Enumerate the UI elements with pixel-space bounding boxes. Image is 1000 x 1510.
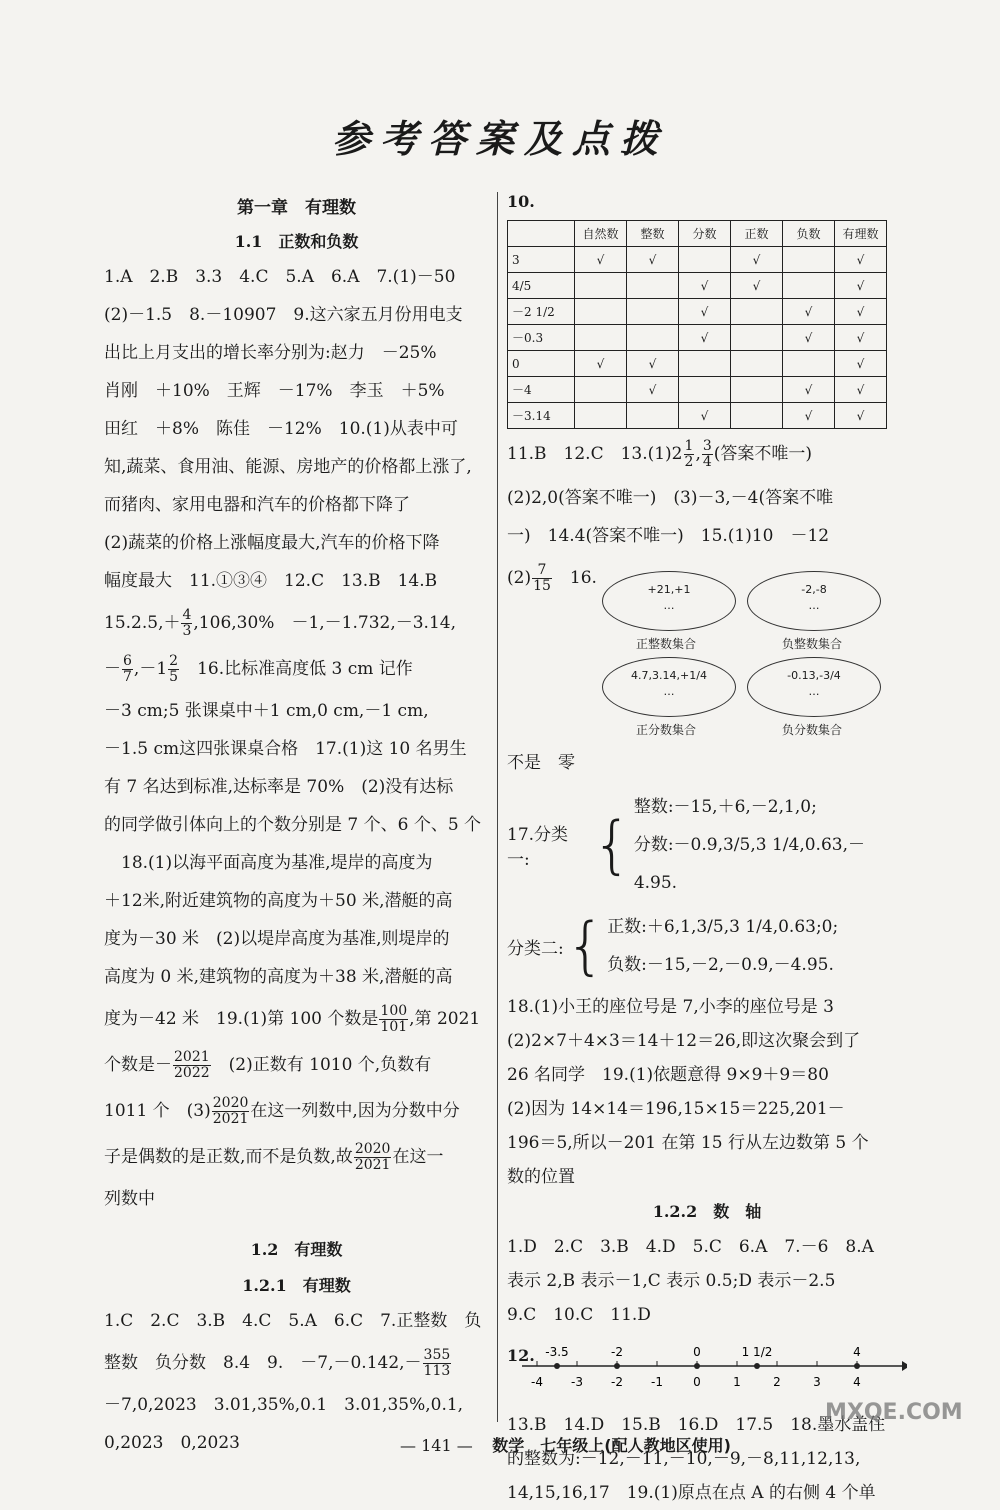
answer-line: 度为－30 米 (2)以堤岸高度为基准,则堤岸的 [104, 929, 450, 949]
table-cell [575, 377, 627, 403]
fraction [354, 1142, 392, 1173]
denominator: 2021 [354, 1157, 391, 1173]
table-cell [679, 247, 731, 273]
answer-line: 表示 2,B 表示－1,C 表示 0.5;D 表示－2.5 [507, 1271, 836, 1291]
fraction [532, 563, 552, 594]
table-cell [783, 351, 835, 377]
table-cell [575, 299, 627, 325]
answer-text: 11.B 12.C 13.(1)2 [507, 444, 683, 464]
numerator: 2020 [354, 1141, 391, 1157]
classification-line: 整数:－15,＋6,－2,1,0; [633, 797, 817, 817]
answer-line: ＋12米,附近建筑物的高度为＋50 米,潜艇的高 [104, 891, 453, 911]
answer-line: (2)2,0(答案不唯一) (3)－3,－4(答案不唯 [507, 488, 834, 508]
page-title: 参考答案及点拨 [331, 116, 668, 161]
answer-line: 196＝5,所以－201 在第 15 行从左边数第 5 个 [507, 1133, 869, 1153]
table-cell [627, 403, 679, 429]
negative-integer-set [747, 571, 881, 631]
table-cell [627, 325, 679, 351]
denominator: 7 [123, 669, 132, 685]
table-cell [575, 403, 627, 429]
table-cell: √ [835, 247, 887, 273]
point-label: -2 [611, 1345, 623, 1359]
table-cell [783, 273, 835, 299]
answer-line: 18.(1)小王的座位号是 7,小李的座位号是 3 [507, 997, 834, 1017]
row-label: 4/5 [508, 273, 575, 299]
right-column [507, 190, 907, 1510]
numerator: 2021 [174, 1049, 210, 1065]
set-label: 正整数集合 [636, 637, 697, 651]
answer-line: 1.C 2.C 3.B 4.C 5.A 6.C 7.正整数 负 [104, 1311, 482, 1331]
answer-text: ,－1 [133, 659, 168, 679]
table-row [508, 247, 887, 273]
table-cell: √ [783, 403, 835, 429]
table-cell: √ [679, 325, 731, 351]
answer-line [104, 1340, 489, 1386]
table-cell: √ [731, 273, 783, 299]
brace-icon: { [565, 909, 606, 982]
section-heading: 1.2 有理数 [250, 1240, 343, 1259]
answer-line: 18.(1)以海平面高度为基准,堤岸的高度为 [104, 853, 433, 873]
answer-line: 13.B 14.D 15.B 16.D 17.5 18.墨水盖住 [507, 1415, 886, 1435]
answer-text: 在这一列数中,因为分数中分 [250, 1101, 460, 1121]
answer-line [507, 429, 907, 479]
positive-fraction-set [602, 657, 736, 717]
row-label: －3.14 [508, 403, 575, 429]
denominator: 5 [169, 669, 179, 685]
row-label: －0.3 [508, 325, 575, 351]
tick-label: 4 [853, 1375, 861, 1389]
answer-line [104, 1134, 489, 1180]
denominator: 3 [182, 623, 192, 639]
answer-text: (2) [507, 568, 532, 588]
row-label: －4 [508, 377, 575, 403]
point-label: -3.5 [545, 1345, 569, 1359]
number-point [854, 1363, 860, 1369]
denominator: 2021 [212, 1111, 249, 1127]
numerator: 4 [182, 607, 192, 623]
section-heading: 1.1 正数和负数 [234, 232, 359, 251]
set-members: +21,+1 [647, 583, 691, 596]
set-diagram [602, 571, 907, 736]
answer-line: 的整数为:－12,－11,－10,－9,－8,11,12,13, [507, 1449, 861, 1469]
table-header-cell: 分数 [679, 221, 731, 247]
brace-icon: { [592, 808, 632, 881]
answer-text: 16.比标准高度低 3 cm 记作 [180, 659, 413, 679]
classification-lines [607, 908, 838, 984]
table-cell [627, 273, 679, 299]
answer-line [104, 1088, 489, 1134]
table-cell: √ [679, 403, 731, 429]
table-cell [731, 351, 783, 377]
fraction [702, 439, 713, 470]
row-label: 0 [508, 351, 575, 377]
classification-one [507, 788, 907, 902]
tick-label: 1 [733, 1375, 741, 1389]
classification-two [507, 908, 907, 984]
footer-subject: 数学 七年级上(配人教地区使用) [492, 1436, 731, 1455]
answer-line: (2)2×7＋4×3＝14＋12＝26,即这次聚会到了 [507, 1031, 861, 1051]
answer-line: 14,15,16,17 19.(1)原点在点 A 的右侧 4 个单 [507, 1483, 876, 1503]
table-cell: √ [575, 247, 627, 273]
table-cell [731, 377, 783, 403]
table-cell: √ [835, 403, 887, 429]
answer-line: 0,2023 0,2023 [104, 1433, 240, 1453]
row-label: 3 [508, 247, 575, 273]
denominator: 2 [684, 454, 694, 470]
answer-line: 1.A 2.B 3.3 4.C 5.A 6.A 7.(1)－50 [104, 267, 456, 287]
point-label: 1 1/2 [741, 1345, 773, 1359]
table-cell: √ [835, 325, 887, 351]
denominator: 15 [533, 578, 551, 594]
answer-text: 度为－42 米 19.(1)第 100 个数是 [104, 1009, 379, 1029]
answer-line: 一) 14.4(答案不唯一) 15.(1)10 －12 [507, 526, 830, 546]
fraction [181, 608, 192, 639]
number-point [694, 1363, 700, 1369]
tick-label: 2 [773, 1375, 781, 1389]
classification-line: 负数:－15,－2,－0.9,－4.95. [607, 955, 834, 975]
answer-line [104, 600, 489, 646]
table-cell: √ [679, 299, 731, 325]
answer-text: , [695, 444, 701, 464]
denominator: 4 [702, 454, 712, 470]
question-number: 12. [507, 1346, 535, 1365]
answer-line: 列数中 [104, 1189, 155, 1209]
number-point [614, 1363, 620, 1369]
numerator: 100 [380, 1003, 408, 1019]
table-row [508, 325, 887, 351]
fraction [122, 654, 133, 685]
answer-line: 而猪肉、家用电器和汽车的价格都下降了 [104, 495, 410, 515]
table-header-cell: 整数 [627, 221, 679, 247]
answer-line: 田红 ＋8% 陈佳 －12% 10.(1)从表中可 [104, 419, 458, 439]
answer-line: 幅度最大 11.①③④ 12.C 13.B 14.B [104, 571, 438, 591]
watermark-logo: MXQE.COM [825, 1400, 963, 1425]
set-label: 正分数集合 [636, 723, 697, 737]
answer-text: 子是偶数的是正数,而不是负数,故 [104, 1147, 353, 1167]
table-cell: √ [783, 299, 835, 325]
numerator: 355 [423, 1347, 451, 1363]
table-cell [575, 273, 627, 299]
answer-line: 有 7 名达到标准,达标率是 70% (2)没有达标 [104, 777, 454, 797]
answer-line: －7,0,2023 3.01,35%,0.1 3.01,35%,0.1, [104, 1395, 464, 1415]
numerator: 6 [123, 653, 132, 669]
table-header-cell: 负数 [783, 221, 835, 247]
table-cell: √ [575, 351, 627, 377]
table-cell: √ [835, 299, 887, 325]
page-number: — 141 — [400, 1436, 473, 1455]
table-cell [679, 351, 731, 377]
answer-text: ,106,30% －1,－1.732,－3.14, [193, 613, 456, 633]
number-point [554, 1363, 560, 1369]
answer-text: (答案不唯一) [713, 444, 813, 464]
fraction [379, 1004, 408, 1035]
table-cell: √ [783, 325, 835, 351]
numerator: 1 [684, 438, 694, 454]
answer-line: 知,蔬菜、食用油、能源、房地产的价格都上涨了, [104, 457, 472, 477]
fraction [684, 439, 695, 470]
tick-label: 0 [693, 1375, 701, 1389]
point-label: 0 [693, 1345, 701, 1359]
classification-table [507, 220, 887, 429]
table-cell [679, 377, 731, 403]
set-members: -2,-8 [801, 583, 827, 596]
answer-line: －3 cm;5 张课桌中＋1 cm,0 cm,－1 cm, [104, 701, 429, 721]
table-cell [627, 299, 679, 325]
denominator: 113 [423, 1363, 451, 1379]
table-row [508, 403, 887, 429]
tick-label: 3 [813, 1375, 821, 1389]
fraction [423, 1348, 452, 1379]
table-cell: √ [679, 273, 731, 299]
answer-line [104, 996, 489, 1042]
positive-integer-set [602, 571, 736, 631]
table-cell [783, 247, 835, 273]
answer-line [104, 1042, 489, 1088]
denominator: 2022 [174, 1065, 210, 1081]
tick-label: -2 [611, 1375, 623, 1389]
set-members: -0.13,-3/4 [787, 669, 841, 682]
table-header-cell: 有理数 [835, 221, 887, 247]
set-members: 4.7,3.14,+1/4 [631, 669, 707, 682]
answer-text: － [104, 659, 121, 679]
table-cell: √ [783, 377, 835, 403]
set-label: 负分数集合 [782, 723, 843, 737]
answer-line: 数的位置 [507, 1167, 575, 1187]
fraction [173, 1050, 211, 1081]
classification-line: 正数:＋6,1,3/5,3 1/4,0.63;0; [607, 917, 839, 937]
answer-line: 高度为 0 米,建筑物的高度为＋38 米,潜艇的高 [104, 967, 453, 987]
answer-line: －1.5 cm这四张课桌合格 17.(1)这 10 名男生 [104, 739, 467, 759]
row-label: －2 1/2 [508, 299, 575, 325]
table-cell [575, 325, 627, 351]
table-cell [731, 325, 783, 351]
numerator: 2020 [212, 1095, 249, 1111]
table-header-cell: 正数 [731, 221, 783, 247]
table-cell [731, 403, 783, 429]
table-row [508, 377, 887, 403]
table-cell: √ [627, 377, 679, 403]
answer-text: (2)正数有 1010 个,负数有 [211, 1055, 432, 1075]
tick-label: -3 [571, 1375, 583, 1389]
set-ellipsis: … [808, 685, 820, 698]
answer-text: 1011 个 (3) [104, 1101, 211, 1121]
number-line [517, 1336, 907, 1408]
answer-line: 不是 零 [507, 753, 575, 773]
numerator: 3 [702, 438, 712, 454]
classification-line: 分数:－0.9,3/5,3 1/4,0.63,－4.95. [633, 835, 865, 893]
section-heading: 1.2.2 数 轴 [652, 1202, 762, 1221]
negative-fraction-set [747, 657, 881, 717]
question-number: 10. [507, 192, 535, 211]
answer-text: 在这一 [392, 1147, 444, 1167]
fraction [212, 1096, 250, 1127]
set-ellipsis: … [663, 599, 675, 612]
number-line-diagram [507, 1336, 907, 1408]
answer-line: 9.C 10.C 11.D [507, 1305, 651, 1325]
classification-label: 分类二: [507, 938, 564, 959]
answer-text: 个数是－ [104, 1055, 172, 1075]
answer-text: ,第 2021 [409, 1009, 481, 1029]
numerator: 2 [169, 653, 179, 669]
answer-text: 15.2.5,＋ [104, 613, 181, 633]
set-ellipsis: … [808, 599, 820, 612]
answer-text: 整数 负分数 8.4 9. －7,－0.142,－ [104, 1353, 422, 1373]
set-ellipsis: … [663, 685, 675, 698]
table-header-cell: 自然数 [575, 221, 627, 247]
fraction [168, 654, 179, 685]
table-header-row [508, 221, 887, 247]
classification-lines [634, 788, 907, 902]
table-cell: √ [835, 273, 887, 299]
table-row [508, 351, 887, 377]
table-cell: √ [627, 247, 679, 273]
tick-label: -4 [531, 1375, 543, 1389]
page-footer [400, 1433, 731, 1456]
table-cell: √ [835, 377, 887, 403]
table-row [508, 273, 887, 299]
answer-line: (2)蔬菜的价格上涨幅度最大,汽车的价格下降 [104, 533, 440, 553]
arrow-icon [902, 1361, 907, 1371]
answer-text: 16. [552, 568, 597, 588]
set-label: 负整数集合 [782, 637, 843, 651]
numerator: 7 [532, 563, 552, 579]
table-row [508, 299, 887, 325]
answer-line: 26 名同学 19.(1)依题意得 9×9＋9＝80 [507, 1065, 829, 1085]
point-label: 4 [853, 1345, 861, 1359]
table-cell [731, 299, 783, 325]
answer-line: 1.D 2.C 3.B 4.D 5.C 6.A 7.－6 8.A [507, 1237, 874, 1257]
section-heading: 1.2.1 有理数 [242, 1276, 351, 1295]
tick-label: -1 [651, 1375, 663, 1389]
table-cell: √ [835, 351, 887, 377]
table-corner-cell [508, 221, 575, 247]
answer-line: 的同学做引体向上的个数分别是 7 个、6 个、5 个 [104, 815, 482, 835]
left-column [104, 190, 489, 1462]
answer-line: 出比上月支出的增长率分别为:赵力 －25% [104, 343, 437, 363]
answer-line: (2)因为 14×14＝196,15×15＝225,201－ [507, 1099, 845, 1119]
table-cell: √ [627, 351, 679, 377]
answer-line [104, 646, 489, 692]
answer-line: (2)－1.5 8.－10907 9.这六家五月份用电支 [104, 305, 463, 325]
answer-line: 肖刚 ＋10% 王辉 －17% 李玉 ＋5% [104, 381, 445, 401]
denominator: 101 [380, 1019, 408, 1035]
table-cell: √ [731, 247, 783, 273]
chapter-heading: 第一章 有理数 [237, 198, 356, 218]
classification-label: 17.分类一: [507, 825, 569, 870]
number-point [754, 1363, 760, 1369]
column-divider [497, 192, 498, 1422]
